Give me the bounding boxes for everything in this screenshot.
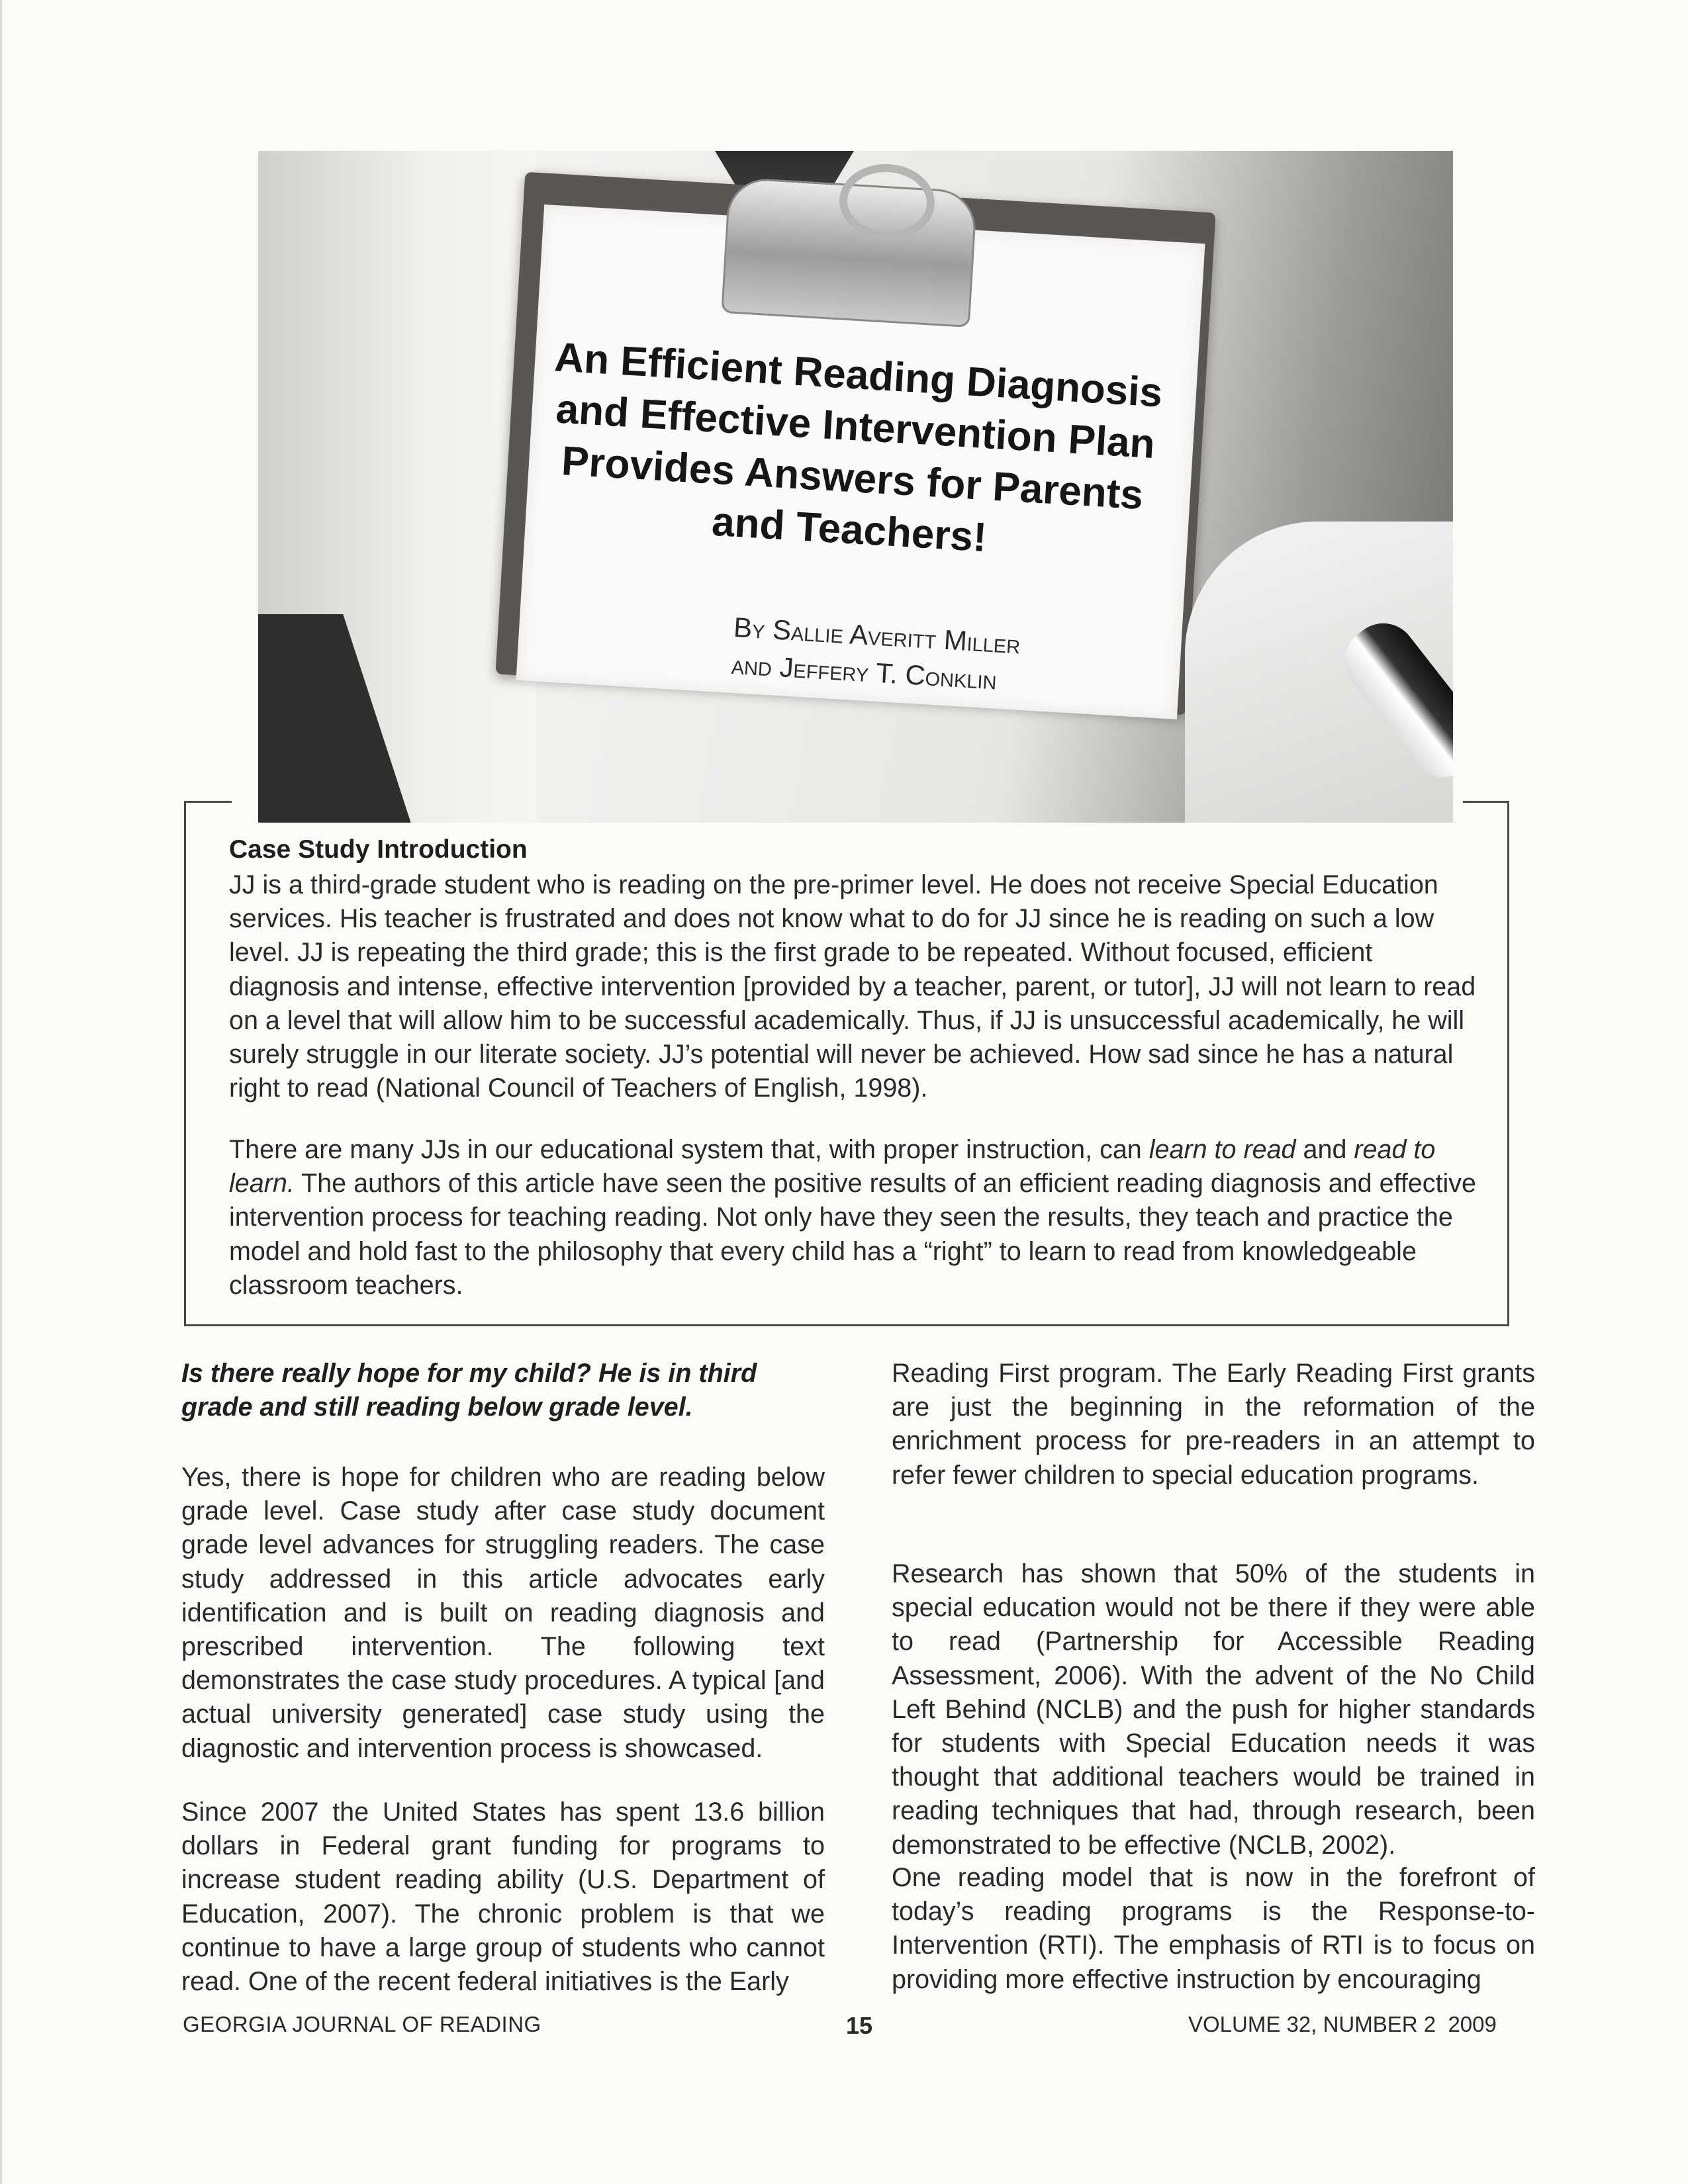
case-study-paragraph-2 bbox=[229, 1133, 1487, 1302]
text-run: The authors of this article have seen the positive results of an efficient reading diagnosis and effective intervention process for teaching reading. Not only have they seen the results, they teach and practice the model and hold fast to the philosophy that every child has a “right” to learn to read from knowledgeable classroom teachers. bbox=[229, 1169, 1476, 1300]
page-binding-edge bbox=[0, 0, 2, 2184]
body-paragraph: Research has shown that 50% of the students in special education would not be there if they were able to read (Partnership for Accessible Reading Assessment, 2006). With the advent of the No Child Left Behind (NCLB) and the push for higher standards for students with Special Education needs it was thought that additional teachers would be trained in reading techniques that had, through research, been demonstrated to be effective (NCLB, 2002). bbox=[892, 1559, 1535, 1860]
footer-volume: VOLUME 32, NUMBER 2 2009 bbox=[1188, 2012, 1497, 2036]
text-run: There are many JJs in our educational system that, with proper instruction, can bbox=[229, 1135, 1149, 1164]
body-paragraph: Yes, there is hope for children who are reading below grade level. Case study after case study document grade level advances for struggling readers. The case study addressed in this article advocates early identification and is built on reading diagnosis and prescribed intervention. The following text demonstrates the case study procedures. A typical [and actual university generated] case study using the diagnostic and intervention process is showcased. bbox=[181, 1463, 825, 1763]
body-paragraph: Since 2007 the United States has spent 13.6 billion dollars in Federal grant funding for programs to increase student reading ability (U.S. Department of Education, 2007). The chronic problem is that we continue to have a large group of students who cannot read. One of the recent federal initiatives is the Early bbox=[181, 1797, 825, 1997]
footer-page-number: 15 bbox=[846, 2012, 873, 2039]
case-study-paragraph: JJ is a third-grade student who is reading on the pre-primer level. He does not receive Special Education services. His teacher is frustrated and does not know what to do for JJ since he is reading on such a low level. JJ is repeating the third grade; this is the first grade to be repeated. Without focused, efficient diagnosis and intense, effective intervention [provided by a teacher, parent, or tutor], JJ will not learn to read on a level that will allow him to be successful academically. Thus, if JJ is unsuccessful academically, he will surely struggle in our literate society. JJ’s potential will never be achieved. How sad since he has a natural right to read (National Council of Teachers of English, 1998). bbox=[229, 870, 1476, 1103]
byline-authors-line1: By Sallie Averitt Miller bbox=[732, 611, 1021, 660]
emphasis-read-to-learn: read to learn. bbox=[229, 1135, 1436, 1199]
byline-authors-line2: and Jeffery T. Conklin bbox=[730, 648, 998, 696]
body-paragraph: Reading First program. The Early Reading First grants are just the beginning in the reformation of the enrichment process for pre-readers in an attempt to refer fewer children to special education programs. bbox=[892, 1359, 1535, 1490]
case-study-heading: Case Study Introduction bbox=[229, 835, 528, 864]
emphasis-learn-to-read: learn to read bbox=[1149, 1135, 1296, 1164]
section-question-heading: Is there really hope for my child? He is in third grade and still reading below grade level. bbox=[181, 1359, 757, 1422]
article-title: An Efficient Reading Diagnosis and Effective Intervention Plan Provides Answers for Parents and Teachers! bbox=[553, 334, 1164, 561]
text-run: and bbox=[1295, 1135, 1354, 1164]
body-paragraph: One reading model that is now in the forefront of today’s reading programs is the Response-to-Intervention (RTI). The emphasis of RTI is to focus on providing more effective instruction by encouraging bbox=[892, 1863, 1535, 1994]
footer-journal-name: GEORGIA JOURNAL OF READING bbox=[183, 2012, 541, 2036]
